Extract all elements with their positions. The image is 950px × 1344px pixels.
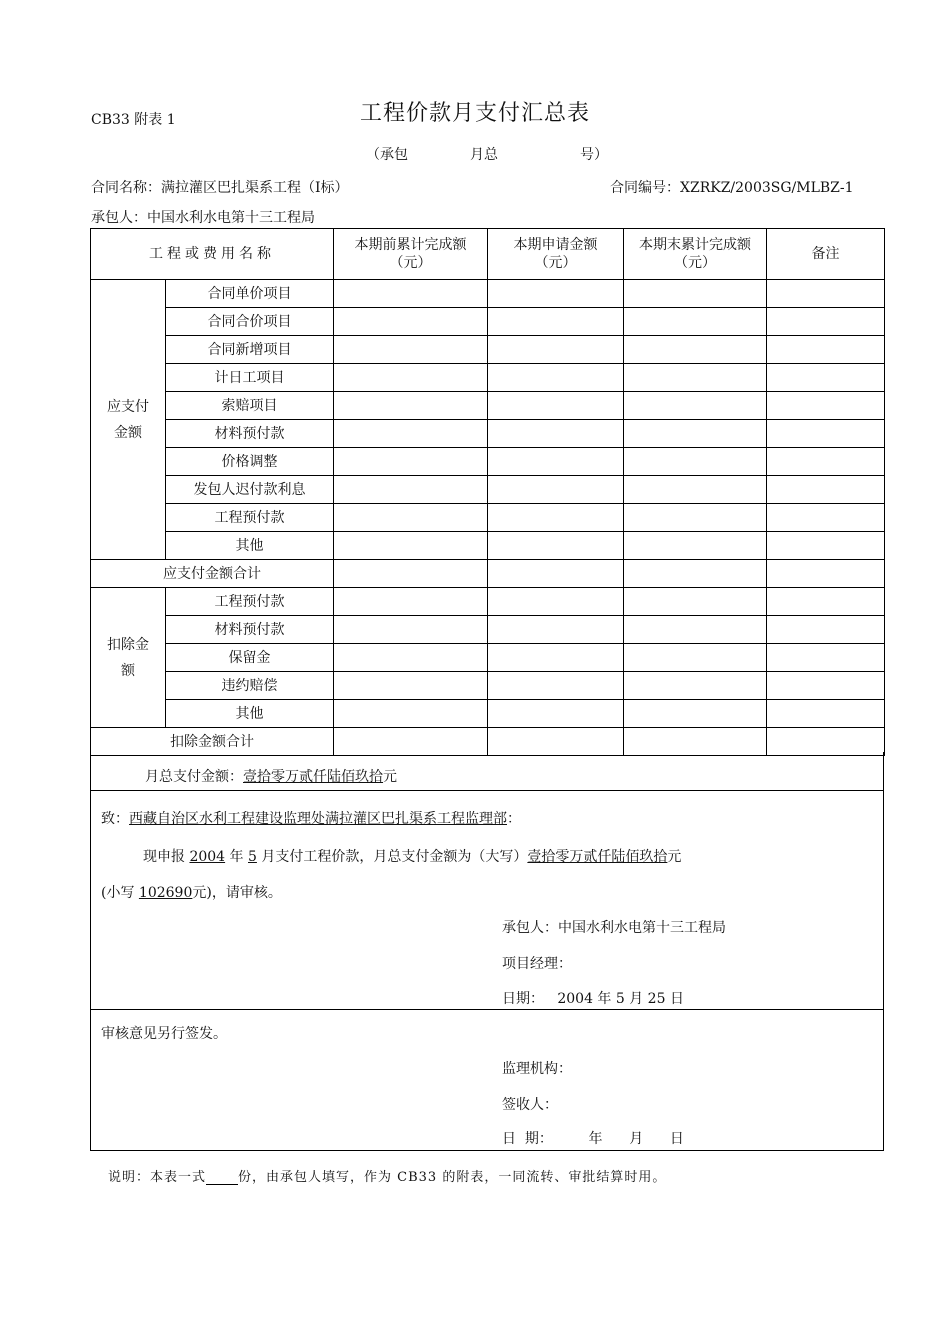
cell[interactable] [334,504,488,532]
request-text-3: 月支付工程价款，月总支付金额为（大写） [261,849,528,865]
table-row [91,448,885,476]
cell[interactable] [624,616,767,644]
review-date: 日 期： 年 月 日 [502,1131,684,1147]
monthly-total-label: 月总支付金额： [145,769,243,785]
cell[interactable] [624,644,767,672]
header-name: 工程或费用名称 [91,229,334,280]
cell[interactable] [767,448,885,476]
cell[interactable] [767,392,885,420]
cell[interactable] [488,280,624,308]
cell[interactable] [767,364,885,392]
cell[interactable] [624,672,767,700]
row-label: 材料预付款 [166,420,334,448]
row-label: 发包人迟付款利息 [166,476,334,504]
cell[interactable] [488,616,624,644]
cell[interactable] [334,644,488,672]
cell[interactable] [624,700,767,728]
row-label: 材料预付款 [166,616,334,644]
cell[interactable] [767,616,885,644]
deduct-group-label: 扣除金额 [91,588,166,728]
header-remarks: 备注 [767,229,885,280]
table-row [91,364,885,392]
review-section [90,1009,884,1151]
addressee-line [101,808,521,828]
cell[interactable] [334,532,488,560]
cell[interactable] [334,476,488,504]
cell[interactable] [488,644,624,672]
cell[interactable] [334,616,488,644]
cell[interactable] [488,448,624,476]
table-row [91,280,885,308]
request-text-line [143,846,681,866]
page-title: 工程价款月支付汇总表 [359,101,590,126]
cell[interactable] [767,336,885,364]
header-prev-cumulative: 本期前累计完成额（元） [334,229,488,280]
cell[interactable] [767,560,885,588]
cell[interactable] [767,700,885,728]
cell[interactable] [334,588,488,616]
cell[interactable] [334,700,488,728]
small-prefix: (小写 [101,885,135,901]
monthly-total-section [90,752,884,791]
row-label: 合同单价项目 [166,280,334,308]
request-text-1: 现申报 [143,849,185,865]
cell[interactable] [488,560,624,588]
cell[interactable] [767,672,885,700]
subtitle-part-b: 月总 [470,147,498,163]
cell[interactable] [767,644,885,672]
payable-total-row [91,560,885,588]
cell[interactable] [488,504,624,532]
cell[interactable] [767,476,885,504]
header-end-cumulative: 本期末累计完成额（元） [624,229,767,280]
cell[interactable] [767,532,885,560]
cell[interactable] [334,308,488,336]
subtitle-part-a: （承包 [366,147,408,163]
cell[interactable] [334,672,488,700]
table-row [91,700,885,728]
cell[interactable] [624,560,767,588]
copies-blank[interactable] [206,1170,238,1185]
cell[interactable] [334,448,488,476]
row-label: 工程预付款 [166,588,334,616]
row-label: 计日工项目 [166,364,334,392]
review-note: 审核意见另行签发。 [101,1026,227,1042]
row-label: 合同合价项目 [166,308,334,336]
cell[interactable] [767,420,885,448]
project-manager: 项目经理： [502,956,572,972]
cell[interactable] [767,280,885,308]
request-year: 2004 [189,849,226,865]
request-month: 5 [248,849,257,865]
cell[interactable] [334,420,488,448]
small-suffix: 元)，请审核。 [192,885,282,901]
cell[interactable] [767,588,885,616]
to-prefix: 致： [101,811,129,827]
monthly-total-value: 壹拾零万贰仟陆佰玖拾 [243,769,383,785]
table-row [91,476,885,504]
supervision-agency: 监理机构： [502,1061,572,1077]
footnote-part-a: 说明：本表一式 [108,1170,207,1185]
cell[interactable] [624,476,767,504]
table-row [91,616,885,644]
contractor-signature: 承包人：中国水利水电第十三工程局 [502,920,726,936]
row-label: 工程预付款 [166,504,334,532]
contract-name: 合同名称：满拉灌区巴扎渠系工程（Ⅰ标） [91,180,349,196]
cell[interactable] [488,364,624,392]
footnote [108,1166,666,1185]
small-amount-line [101,882,282,902]
payable-total-label: 应支付金额合计 [91,560,334,588]
payment-request-section [90,790,884,1010]
cell[interactable] [624,532,767,560]
row-label: 保留金 [166,644,334,672]
header-current-request: 本期申请金额（元） [488,229,624,280]
footnote-part-b: 份，由承包人填写，作为 CB33 的附表，一同流转、审批结算时用。 [238,1170,667,1185]
cell[interactable] [334,364,488,392]
cell[interactable] [488,476,624,504]
request-date: 日期： 2004 年 5 月 25 日 [502,991,684,1007]
cell[interactable] [488,588,624,616]
table-row [91,504,885,532]
cell[interactable] [488,336,624,364]
cell[interactable] [334,392,488,420]
cell[interactable] [624,364,767,392]
cell[interactable] [488,532,624,560]
table-row [91,672,885,700]
table-row [91,532,885,560]
cell[interactable] [334,560,488,588]
row-label: 合同新增项目 [166,336,334,364]
cell[interactable] [767,504,885,532]
table-row [91,392,885,420]
row-label: 违约赔偿 [166,672,334,700]
cell[interactable] [488,308,624,336]
request-text-4: 元 [667,849,682,865]
cell[interactable] [624,280,767,308]
form-id: CB33 附表 1 [91,112,176,128]
row-label: 价格调整 [166,448,334,476]
subtitle [366,144,608,164]
table-row [91,588,885,616]
cell[interactable] [624,448,767,476]
cell[interactable] [624,308,767,336]
to-suffix: ： [507,811,521,827]
payable-group-label: 应支付金额 [91,280,166,560]
table-row [91,420,885,448]
receiver: 签收人： [502,1097,558,1113]
payment-summary-table [90,228,885,756]
table-row [91,644,885,672]
cell[interactable] [488,420,624,448]
request-amount-words: 壹拾零万贰仟陆佰玖拾 [527,849,668,865]
contractor-line: 承包人：中国水利水电第十三工程局 [91,210,315,226]
deduct-total-label: 扣除金额合计 [91,728,334,756]
cell[interactable] [624,504,767,532]
cell[interactable] [624,392,767,420]
cell[interactable] [334,336,488,364]
cell[interactable] [334,280,488,308]
amount-number: 102690 [138,885,193,901]
cell[interactable] [624,336,767,364]
cell[interactable] [624,588,767,616]
table-row [91,308,885,336]
subtitle-part-c: 号） [580,147,608,163]
cell[interactable] [488,700,624,728]
monthly-total [145,766,397,786]
cell[interactable] [488,392,624,420]
table-row [91,336,885,364]
row-label: 其他 [166,700,334,728]
cell[interactable] [488,672,624,700]
row-label: 其他 [166,532,334,560]
request-text-2: 年 [229,849,244,865]
row-label: 索赔项目 [166,392,334,420]
cell[interactable] [767,308,885,336]
table-header-row [91,229,885,280]
contract-number: 合同编号：XZRKZ/2003SG/MLBZ-1 [610,180,854,196]
cell[interactable] [624,420,767,448]
to-name: 西藏自治区水利工程建设监理处满拉灌区巴扎渠系工程监理部 [129,811,507,827]
monthly-total-unit: 元 [383,769,397,785]
